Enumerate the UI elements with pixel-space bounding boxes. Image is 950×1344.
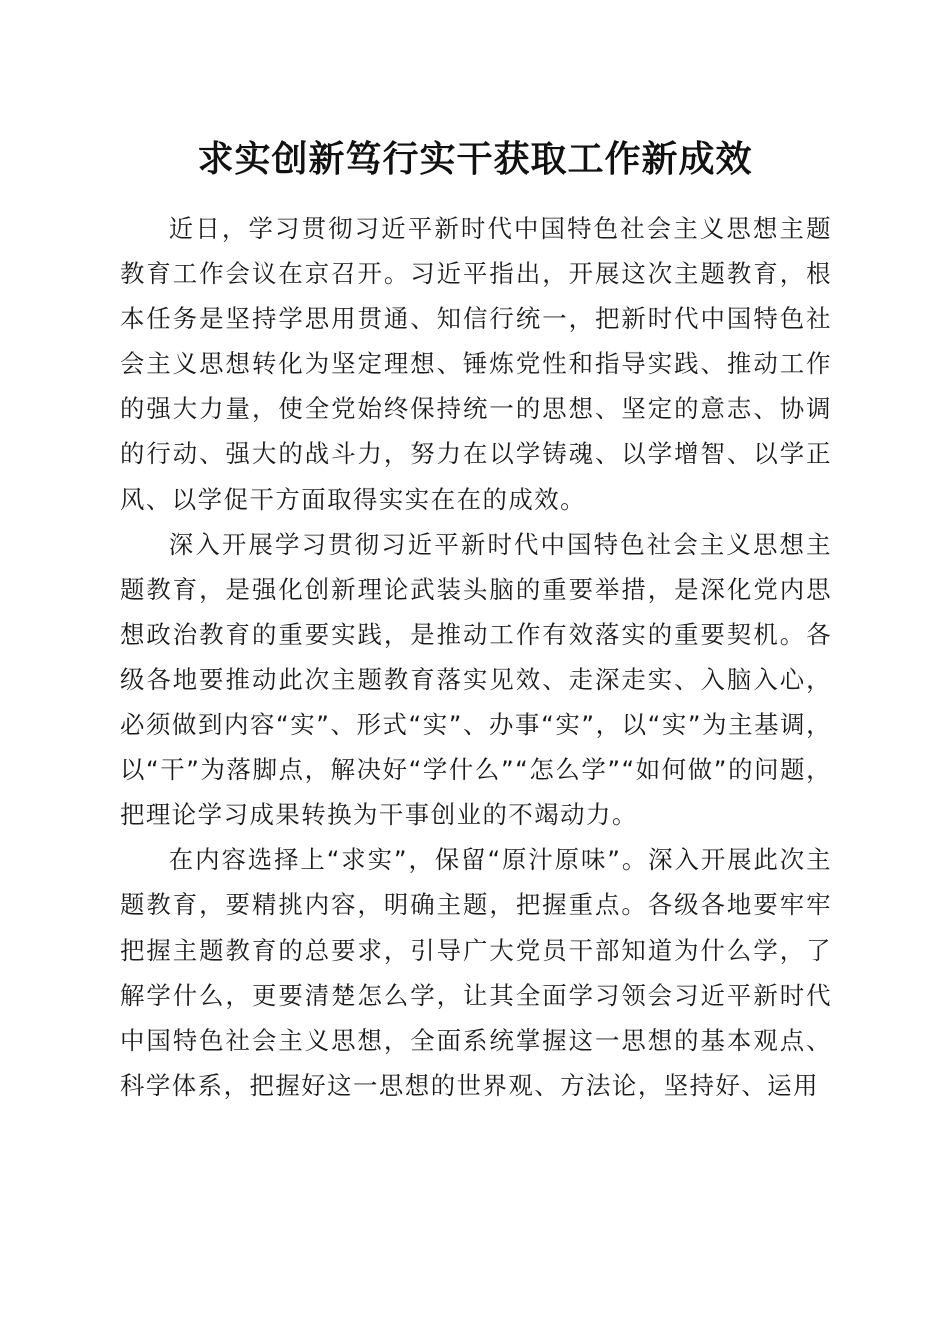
paragraph: 近日，学习贯彻习近平新时代中国特色社会主义思想主题教育工作会议在京召开。习近平指出，开展这次主题教育，根本任务是坚持学思用贯通、知信行统一，把新时代中国特色社会主义思想转化为坚定理想、锤炼党性和指导实践、推动工作的强大力量，使全党始终保持统一的思想、坚定的意志、协调的行动、强大的战斗力，努力在以学铸魂、以学增智、以学正风、以学促干方面取得实实在在的成效。: [120, 214, 832, 514]
document-title: 求实创新笃行实干获取工作新成效: [197, 138, 753, 180]
paragraph: 在内容选择上“求实”，保留“原汁原味”。深入开展此次主题教育，要精挑内容，明确主题，把握重点。各级各地要牢牢把握主题教育的总要求，引导广大党员干部知道为什么学，了解学什么，更要清楚怎么学，让其全面学习领会习近平新时代中国特色社会主义思想，全面系统掌握这一思想的基本观点、科学体系，把握好这一思想的世界观、方法论，坚持好、运用: [120, 845, 832, 1100]
paragraph: 深入开展学习贯彻习近平新时代中国特色社会主义思想主题教育，是强化创新理论武装头脑的重要举措，是深化党内思想政治教育的重要实践，是推动工作有效落实的重要契机。各级各地要推动此次主题教育落实见效、走深走实、入脑入心，必须做到内容“实”、形式“实”、办事“实”，以“实”为主基调，以“干”为落脚点，解决好“学什么”“怎么学”“如何做”的问题，把理论学习成果转换为干事创业的不竭动力。: [120, 529, 832, 830]
document-body: [120, 206, 832, 1108]
